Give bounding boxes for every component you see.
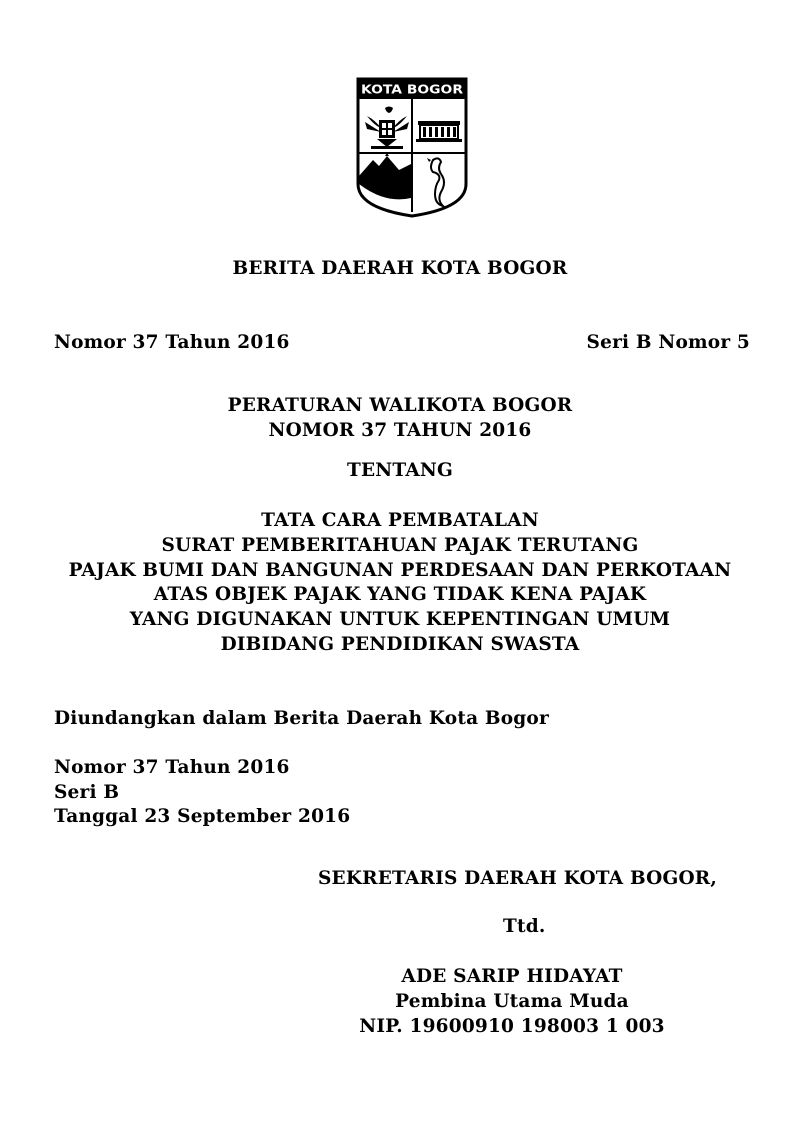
subject-line: SURAT PEMBERITAHUAN PAJAK TERUTANG — [161, 534, 639, 556]
subject-line: ATAS OBJEK PAJAK YANG TIDAK KENA PAJAK — [153, 584, 647, 606]
regulation-title — [0, 394, 800, 443]
subject-line: TATA CARA PEMBATALAN — [261, 510, 539, 531]
regulation-subject — [0, 509, 800, 658]
subject-line: DIBIDANG PENDIDIKAN SWASTA — [220, 633, 580, 655]
promulgation-intro: Diundangkan dalam Berita Daerah Kota Bogor — [54, 708, 549, 729]
subject-line: PAJAK BUMI DAN BANGUNAN PERDESAAN DAN PERKOTAAN — [68, 559, 732, 581]
subject-line: YANG DIGUNAKAN UNTUK KEPENTINGAN UMUM — [129, 609, 671, 631]
document-number: Nomor 37 Tahun 2016 — [54, 332, 290, 353]
emblem-label: KOTA BOGOR — [361, 81, 464, 97]
signed-mark: Ttd. — [503, 916, 546, 937]
kota-bogor-emblem — [355, 76, 469, 218]
signatory-nip: NIP. 19600910 198003 1 003 — [359, 1016, 665, 1037]
about-heading: TENTANG — [347, 460, 453, 481]
signatory-name: ADE SARIP HIDAYAT — [401, 966, 623, 987]
promulgation-number: Nomor 37 Tahun 2016 — [54, 757, 290, 778]
promulgation-series: Seri B — [54, 781, 120, 803]
signatory — [300, 964, 724, 1039]
signatory-rank: Pembina Utama Muda — [395, 991, 629, 1012]
document-title: BERITA DAERAH KOTA BOGOR — [232, 258, 568, 279]
series-number: Seri B Nomor 5 — [586, 332, 750, 353]
regulation-number: NOMOR 37 TAHUN 2016 — [268, 419, 532, 441]
signatory-office: SEKRETARIS DAERAH KOTA BOGOR, — [318, 868, 717, 889]
promulgation-details — [54, 756, 350, 830]
regulation-line: PERATURAN WALIKOTA BOGOR — [227, 395, 573, 416]
promulgation-date: Tanggal 23 September 2016 — [54, 806, 351, 827]
